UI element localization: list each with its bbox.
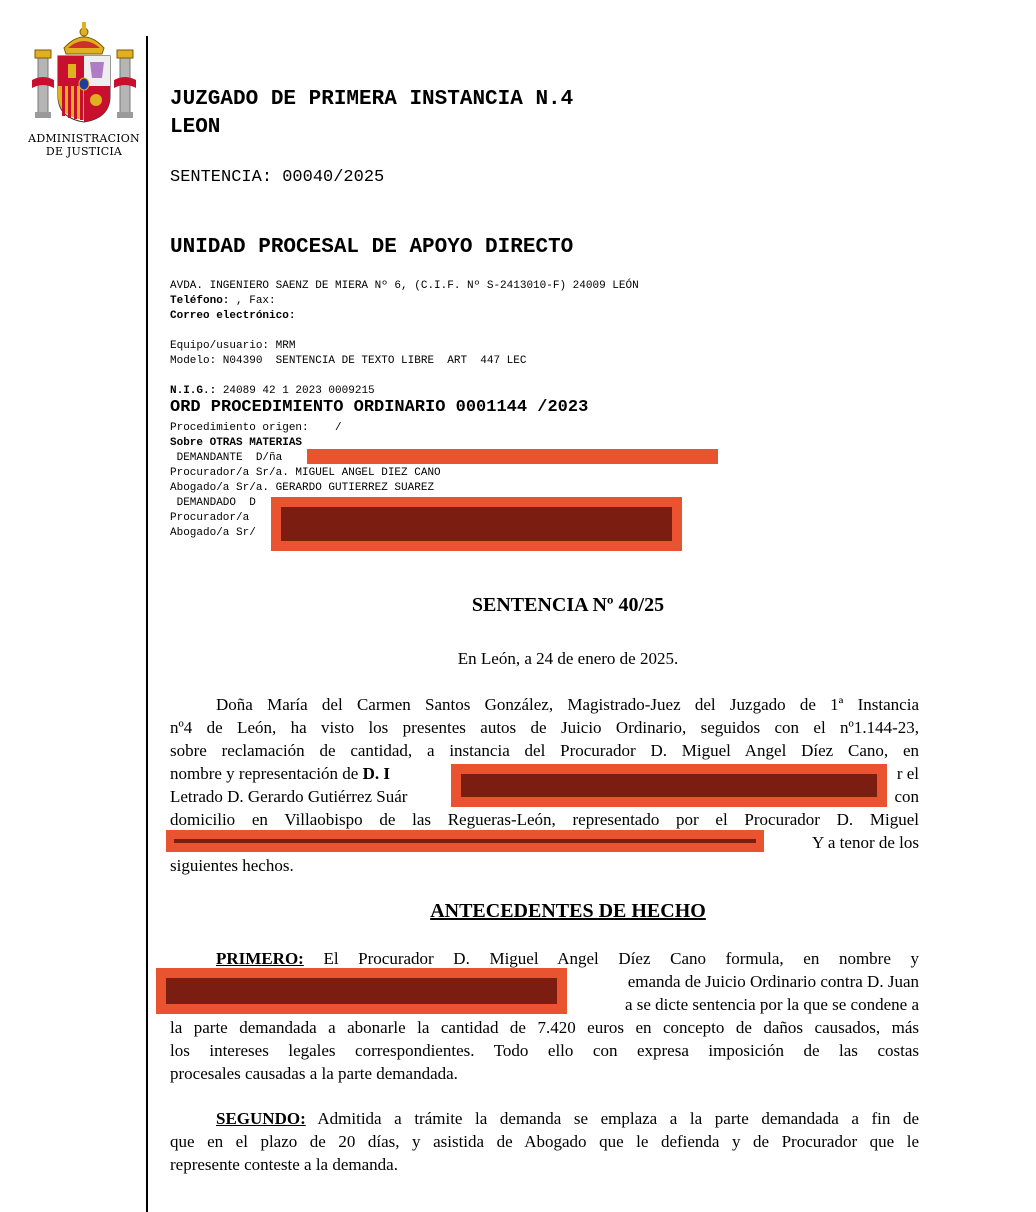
intro-line2: nº4 de León, ha visto los presentes autos de Juicio Ordinario, seguidos con el nº1.144-23, [170, 718, 919, 737]
address-line: AVDA. INGENIERO SAENZ DE MIERA Nº 6, (C.I.F. Nº S-2413010-F) 24009 LEÓN [170, 280, 639, 292]
intro-line7: Y a tenor de los [811, 833, 919, 852]
intro-line4-end: r el [896, 764, 919, 783]
procedure-title: ORD PROCEDIMIENTO ORDINARIO 0001144 /2023 [170, 398, 589, 417]
unidad-title: UNIDAD PROCESAL DE APOYO DIRECTO [170, 236, 574, 259]
primero-line4: la parte demandada a abonarle la cantidad de 7.420 euros en concepto de daños causados, más [170, 1018, 919, 1037]
date-line: En León, a 24 de enero de 2025. [457, 649, 679, 668]
nig-line [170, 384, 375, 399]
nig-value: 24089 42 1 2023 0009215 [216, 385, 375, 397]
primero-line3: a se dicte sentencia por la que se condene a [624, 995, 919, 1014]
intro-line8: siguientes hechos. [170, 856, 294, 875]
sobre-line: Sobre OTRAS MATERIAS [170, 437, 303, 449]
segundo-line3: represente conteste a la demanda. [170, 1155, 398, 1174]
intro-line1: Doña María del Carmen Santos González, Magistrado-Juez del Juzgado de 1ª Instancia [216, 695, 919, 714]
emblem-caption-line1: ADMINISTRACION [28, 132, 140, 145]
abogado2-line: Abogado/a Sr/ [170, 527, 256, 539]
correo-label: Correo electrónico: [170, 310, 296, 322]
emblem-caption-line2: DE JUSTICIA [45, 145, 123, 158]
redaction-box [451, 764, 887, 807]
left-margin-rule [146, 36, 148, 1212]
intro-line5-end: con [894, 787, 919, 806]
demandado-line: DEMANDADO D [170, 497, 256, 509]
sentencia-number: SENTENCIA: 00040/2025 [170, 168, 385, 187]
equipo-line: Equipo/usuario: MRM [170, 340, 296, 352]
procurador2-line: Procurador/a [170, 512, 250, 524]
modelo-line: Modelo: N04390 SENTENCIA DE TEXTO LIBRE ART 447 LEC [170, 355, 527, 367]
procedimiento-origen: Procedimiento origen: / [170, 422, 342, 434]
nig-label: N.I.G.: [170, 385, 217, 397]
primero-line5: los intereses legales correspondientes. Todo ello con expresa imposición de las costas [170, 1041, 919, 1060]
court-title [170, 86, 573, 142]
court-line2: LEON [170, 116, 221, 139]
intro-line3: sobre reclamación de cantidad, a instancia del Procurador D. Miguel Angel Díez Cano, en [170, 741, 919, 760]
primero-line1: PRIMERO: El Procurador D. Miguel Angel Díez Cano formula, en nombre y [216, 949, 919, 968]
court-line1: JUZGADO DE PRIMERA INSTANCIA N.4 [170, 88, 574, 111]
redaction-bar [166, 830, 764, 852]
sentence-title: SENTENCIA Nº 40/25 [471, 594, 665, 616]
abogado1-line: Abogado/a Sr/a. GERARDO GUTIERREZ SUAREZ [170, 482, 435, 494]
coat-of-arms-emblem [24, 18, 144, 168]
intro-line5: Letrado D. Gerardo Gutiérrez Suár [170, 787, 408, 806]
segundo-line1: SEGUNDO: Admitida a trámite la demanda se emplaza a la parte demandada a fin de [216, 1109, 919, 1128]
procurador1-line: Procurador/a Sr/a. MIGUEL ANGEL DIEZ CANO [170, 467, 441, 479]
redaction-box [271, 497, 682, 551]
coat-of-arms-icon [28, 18, 140, 130]
primero-line2: emanda de Juicio Ordinario contra D. Juan [627, 972, 919, 991]
intro-line4: nombre y representación de D. I [170, 764, 390, 783]
demandante-line: DEMANDANTE D/ña [170, 452, 283, 464]
redaction-box [156, 968, 567, 1014]
segundo-line2: que en el plazo de 20 días, y asistida de Abogado que le defienda y de Procurador que le [170, 1132, 919, 1151]
primero-line6: procesales causadas a la parte demandada. [170, 1064, 458, 1083]
redaction-bar [307, 449, 718, 464]
telefono-value: , Fax: [229, 295, 276, 307]
telefono-line [170, 294, 276, 309]
emblem-caption [24, 132, 144, 158]
telefono-label: Teléfono: [170, 295, 230, 307]
antecedentes-heading: ANTECEDENTES DE HECHO [430, 900, 706, 922]
intro-line6: domicilio en Villaobispo de las Regueras-León, representado por el Procurador D. Miguel [170, 810, 919, 829]
